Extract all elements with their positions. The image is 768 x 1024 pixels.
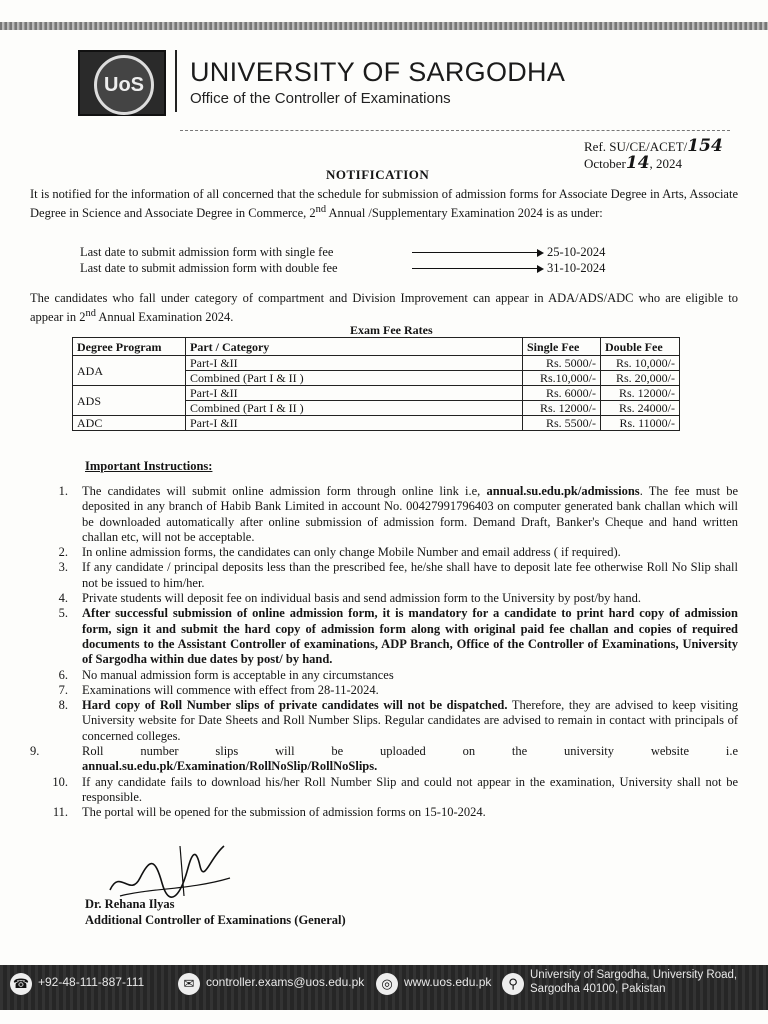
footer-address: [530, 968, 737, 996]
cell-double-fee: Rs. 20,000/-: [601, 371, 680, 386]
date-year: , 2024: [649, 156, 683, 171]
table-row: [73, 386, 680, 401]
item-text: No manual admission form is acceptable in any circumstances: [82, 667, 394, 682]
instructions-list: [30, 484, 738, 821]
office-name: Office of the Controller of Examinations: [190, 90, 451, 107]
cell-category: Combined (Part I & II ): [186, 401, 523, 416]
footer-email: controller.exams@uos.edu.pk: [206, 975, 365, 989]
cell-program: ADC: [73, 416, 186, 431]
notification-title: NOTIFICATION: [326, 167, 430, 182]
item-number: 5.: [58, 606, 68, 621]
cell-double-fee: Rs. 11000/-: [601, 416, 680, 431]
item-number: 10.: [52, 774, 68, 789]
list-item: [30, 606, 738, 667]
date-row: [80, 244, 640, 260]
fee-table: [72, 337, 680, 431]
list-item: [30, 484, 738, 545]
item-number: 9.: [30, 744, 40, 759]
item-number: 11.: [52, 805, 68, 820]
item-number: 1.: [58, 484, 68, 498]
footer-address-line1: University of Sargodha, University Road,: [530, 969, 738, 981]
cell-program: ADS: [73, 386, 186, 416]
item-text: The candidates will submit online admission form through online link i.e,: [82, 484, 487, 498]
cell-category: Combined (Part I & II ): [186, 371, 523, 386]
cell-category: Part-I &II: [186, 386, 523, 401]
item-text-tail: . The fee must be deposited in any branch of Habib Bank Limited in account No. 00427991796403 on computer generated bank challan which will be downloaded automatically after online submission of admission form. Demand Draft, Banker's Cheque and hand written challan etc, will not be acceptable.: [82, 484, 739, 544]
item-bold-text: Hard copy of Roll Number slips of private candidates will not be dispatched.: [82, 698, 508, 713]
instructions-heading: Important Instructions:: [85, 459, 213, 473]
item-number: 7.: [58, 682, 68, 697]
item-text: If any candidate fails to download his/her Roll Number Slip and could not appear in the examination, University shall not be responsible.: [82, 774, 738, 804]
item-link-text: annual.su.edu.pk/admissions: [486, 484, 640, 498]
cell-single-fee: Rs.10,000/-: [523, 371, 601, 386]
item-link-text: annual.su.edu.pk/Examination/RollNoSlip/RollNoSlips.: [82, 759, 378, 774]
item-text: In online admission forms, the candidates can only change Mobile Number and email address ( if required).: [82, 545, 621, 560]
header-degree-program: Degree Program: [73, 338, 186, 356]
list-item: [30, 775, 738, 806]
item-text: Roll number slips will be uploaded on the university website i.e: [82, 744, 738, 759]
cell-single-fee: Rs. 5000/-: [523, 356, 601, 371]
item-text-tail: Therefore, they are advised to keep visiting University website for Date Sheets and Roll Number Slips. Regular candidates are advised to remain in contact with principals of concerned colleges.: [82, 698, 738, 743]
footer-bar: [0, 965, 768, 1010]
eligibility-text-1: The candidates who fall under category of compartment and Division Improvement can appear in ADA/ADS/ADC who are eligible to appear in 2: [30, 291, 738, 325]
list-item: [30, 683, 738, 698]
email-icon: ✉: [178, 973, 200, 995]
header-category: Part / Category: [186, 338, 523, 356]
logo-text: UoS: [104, 73, 144, 96]
dates-list: [80, 244, 640, 276]
signatory-designation: Additional Controller of Examinations (General): [85, 913, 346, 927]
ref-number: 154: [687, 136, 723, 156]
list-item: [30, 744, 738, 759]
intro-text-2: Annual /Supplementary Examination 2024 is as under:: [326, 206, 603, 221]
arrow-icon: [412, 268, 538, 269]
item-bold-text: After successful submission of online admission form, it is mandatory for a candidate to print hard copy of admission form, sign it and submit the hard copy of admission form along with original paid fee challan and copies of required documents to the Assistant Controller of examinations, ADP Branch, Office of the Controller of Examinations, University of Sargodha within due dates by post/ by hand.: [82, 606, 738, 667]
signatory-block: [85, 896, 346, 928]
fee-table-header: [73, 338, 680, 356]
cell-double-fee: Rs. 10,000/-: [601, 356, 680, 371]
item-number: 4.: [58, 591, 68, 606]
list-item: [30, 805, 738, 820]
date-value: 31-10-2024: [547, 261, 606, 275]
table-row: [73, 356, 680, 371]
header-double-fee: Double Fee: [601, 338, 680, 356]
eligibility-paragraph: [30, 290, 738, 325]
list-item: [30, 560, 738, 591]
item-number: 2.: [58, 545, 68, 560]
footer-website: www.uos.edu.pk: [404, 975, 492, 989]
date-line: [584, 155, 723, 172]
list-item-link-line: [30, 759, 738, 774]
location-pin-icon: ⚲: [502, 973, 524, 995]
phone-icon: ☎: [10, 973, 32, 995]
scan-top-border: [0, 22, 768, 30]
item-number: 6.: [58, 667, 68, 682]
header-divider: [175, 50, 177, 112]
cell-double-fee: Rs. 24000/-: [601, 401, 680, 416]
date-month: October: [584, 156, 626, 171]
reference-line: [584, 138, 723, 155]
date-value: 25-10-2024: [547, 245, 606, 259]
item-text: The portal will be opened for the submission of admission forms on 15-10-2024.: [82, 805, 486, 820]
fee-table-caption: Exam Fee Rates: [350, 323, 433, 337]
cell-program: ADA: [73, 356, 186, 386]
date-day: 14: [625, 153, 650, 173]
cell-single-fee: Rs. 6000/-: [523, 386, 601, 401]
header-single-fee: Single Fee: [523, 338, 601, 356]
list-item: [30, 698, 738, 744]
header-rule: [180, 130, 730, 131]
date-label: Last date to submit admission form with single fee: [80, 245, 334, 259]
footer-address-line2: Sargodha 40100, Pakistan: [530, 983, 666, 995]
eligibility-sup: nd: [85, 308, 96, 319]
reference-block: [584, 138, 723, 172]
intro-sup: nd: [315, 204, 327, 215]
list-item: [30, 545, 738, 560]
cell-category: Part-I &II: [186, 416, 523, 431]
university-name: UNIVERSITY OF SARGODHA: [190, 57, 566, 87]
date-label: Last date to submit admission form with double fee: [80, 261, 338, 275]
eligibility-text-2: Annual Examination 2024.: [95, 310, 234, 325]
cell-single-fee: Rs. 5500/-: [523, 416, 601, 431]
list-item: [30, 591, 738, 606]
intro-text-1: It is notified for the information of all concerned that the schedule for submission of admission forms for Associate Degree in Arts, Associate Degree in Science and Associate Degree in Commerce, 2: [30, 187, 738, 221]
globe-icon: ◎: [376, 973, 398, 995]
intro-paragraph: [30, 186, 738, 221]
item-text: Examinations will commence with effect from 28-11-2024.: [82, 682, 379, 697]
item-number: 8.: [58, 698, 68, 713]
table-row: [73, 416, 680, 431]
cell-category: Part-I &II: [186, 356, 523, 371]
ref-prefix: Ref. SU/CE/ACET/: [584, 139, 688, 154]
arrow-icon: [412, 252, 538, 253]
university-logo: [78, 50, 166, 116]
item-number: 3.: [58, 560, 68, 575]
cell-double-fee: Rs. 12000/-: [601, 386, 680, 401]
item-text: Private students will deposit fee on individual basis and send admission form to the University by post/by hand.: [82, 591, 641, 606]
list-item: [30, 668, 738, 683]
footer-phone: +92-48-111-887-111: [38, 975, 145, 989]
signatory-name: Dr. Rehana Ilyas: [85, 897, 175, 911]
university-seal: [94, 55, 154, 115]
date-row: [80, 260, 640, 276]
cell-single-fee: Rs. 12000/-: [523, 401, 601, 416]
item-text: If any candidate / principal deposits less than the prescribed fee, he/she shall have to deposit late fee otherwise Roll No Slip shall not be issued to him/her.: [82, 560, 738, 590]
